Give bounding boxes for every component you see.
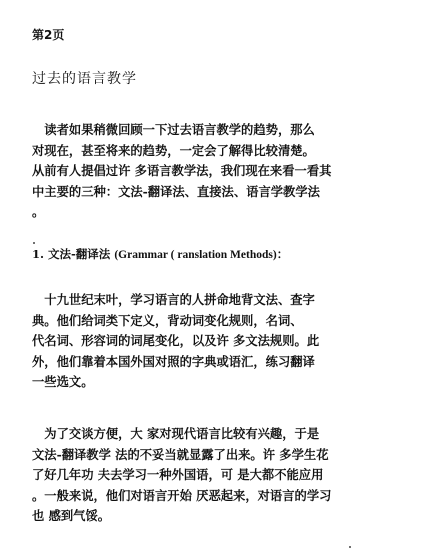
paragraph-grammar-translation [32, 290, 394, 393]
section-title-cn: 文法-翻译法 [48, 247, 111, 261]
paragraph-line: 读者如果稍微回顾一下过去语言教学的趋势，那么 [32, 122, 315, 137]
paragraph-line: 外，他们靠着本国外国对照的字典或语汇，练习翻译 [32, 353, 315, 369]
paragraph-line: 文法-翻译教学 法的不妥当就显露了出来。许 多学生花 [32, 446, 329, 462]
paragraph-line: 从前有人提倡过许 多语言教学法，我们现在来看一看其 [32, 163, 332, 178]
paragraph-line: 也 感到气馁。 [32, 508, 111, 523]
section-title-en: (Grammar ( ranslation Methods)： [114, 249, 289, 261]
document-title: 过去的语言教学 [32, 71, 137, 87]
paragraph-line: 对现在，甚至将来的趋势，一定会了解得比较清楚。 [32, 142, 315, 158]
paragraph-line: 一些选文。 [32, 374, 94, 389]
paragraph-line: 典。他们给词类下定义，背动词变化规则，名词、 [32, 312, 303, 328]
paragraph-line: 了好几年功 夫去学习一种外国语，可 是大都不能应用 [32, 467, 324, 482]
paragraph-intro [32, 120, 394, 223]
page-number-label: 第2页 [32, 28, 65, 42]
paragraph-line: 十九世纪末叶，学习语言的人拼命地背文法、查字 [32, 292, 315, 307]
section-heading [32, 246, 288, 262]
paragraph-shortcomings [32, 424, 394, 527]
scan-speck [349, 546, 351, 548]
section-number: 1. [32, 247, 45, 261]
paragraph-line: 。 [32, 204, 45, 219]
paragraph-line: 中主要的三种：文法-翻译法、直接法、语言学教学法 [32, 183, 320, 199]
scan-speck [33, 242, 35, 244]
paragraph-line: 为了交谈方便，大 家对现代语言比较有兴趣，于是 [32, 426, 320, 441]
paragraph-line: 。一般来说，他们对语言开始 厌恶起来，对语言的学习 [32, 487, 332, 503]
paragraph-line: 代名词、形容词的词尾变化，以及许 多文法规则。此 [32, 333, 320, 348]
